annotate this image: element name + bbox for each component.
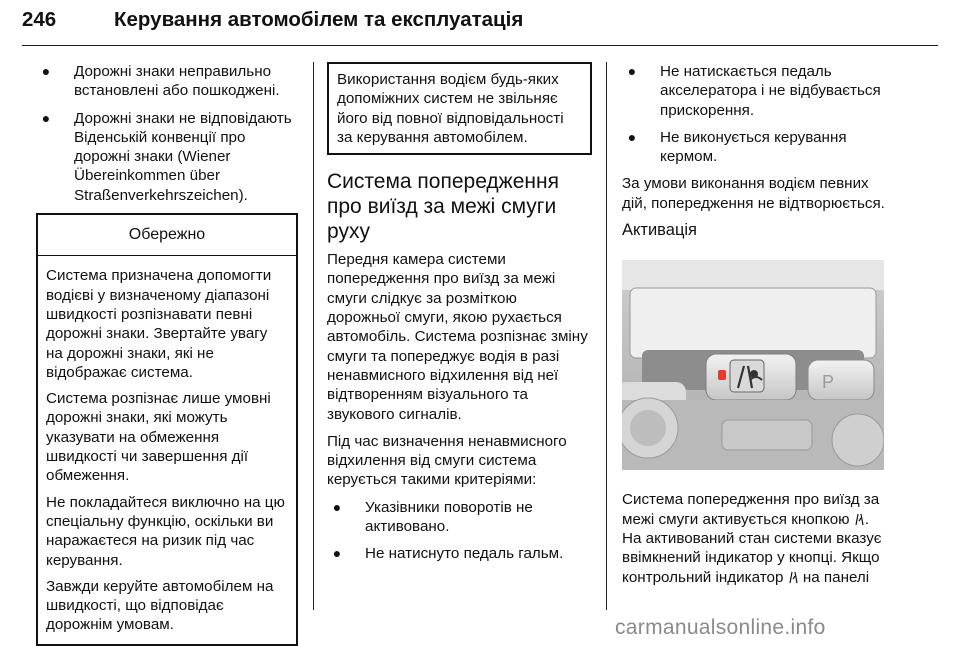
button-panel-photo xyxy=(622,260,884,470)
column-left xyxy=(36,62,298,646)
subheading: Активація xyxy=(622,221,697,240)
park-assist-label: P xyxy=(822,372,835,393)
column-middle xyxy=(327,62,592,572)
column-right xyxy=(622,62,887,587)
page-number: 246 xyxy=(22,8,57,31)
warning-paragraph: Система розпізнає лише умовні дорожні знаки, які можуть указувати на обмеження швидкості чи завершення дії обмеження. xyxy=(46,390,271,485)
warning-heading: Обережно xyxy=(38,215,296,256)
list-item: ● Указівники поворотів не активовано. xyxy=(327,498,592,537)
caption-paragraph: Система попередження про виїзд за межі смуги активується кнопкою . На активований стан системи вказує ввімкнений індикатор у кнопці. Якщо контрольний індикатор на панелі xyxy=(622,491,882,586)
lane-departure-icon xyxy=(854,513,865,526)
list-item: ● Дорожні знаки неправильно встановлені або пошкоджені. xyxy=(36,62,298,101)
bullet-icon: ● xyxy=(332,545,342,562)
body-paragraph: Передня камера системи попередження про виїзд за межі смуги слідкує за розміткою дорожньої смуги, якою рухається автомобіль. Система розпізнає зміну смуги та попереджує водія в разі ненавмисного відхилення від неї відтворенням візуального та звукового сигналів. xyxy=(327,251,588,423)
warning-paragraph: Завжди керуйте автомобілем на швидкості, що відповідає дорожнім умовам. xyxy=(46,577,274,634)
bullet-icon: ● xyxy=(41,63,51,79)
header-divider xyxy=(22,45,938,46)
warning-box xyxy=(36,213,298,646)
bullet-icon: ● xyxy=(627,63,637,79)
body-paragraph: Під час визначення ненавмисного відхилення від смуги система керується такими критеріями: xyxy=(327,432,567,489)
list-item: ● Не натиснуто педаль гальм. xyxy=(327,544,592,563)
column-divider xyxy=(606,62,607,610)
note-box: Використання водієм будь-яких допоміжних систем не звільняє його від повної відповідальності за керування автомобілем. xyxy=(327,62,592,155)
page-title: Керування автомобілем та експлуатація xyxy=(114,8,524,31)
warning-paragraph: Система призначена допомогти водієві у визначеному діапазоні швидкості розпізнавати певні дорожні знаки. Звертайте увагу на дорожні знаки, які не відображає система. xyxy=(46,267,272,381)
column-divider xyxy=(313,62,314,610)
section-title: Система попередження про виїзд за межі смуги руху xyxy=(327,170,559,244)
list-item: ● Не виконується керування кермом. xyxy=(622,128,887,167)
bullet-icon: ● xyxy=(627,128,637,145)
bullet-icon: ● xyxy=(41,109,51,126)
lane-departure-icon xyxy=(788,571,799,584)
page-header xyxy=(22,8,938,48)
body-paragraph: За умови виконання водієм певних дій, попередження не відтворюється. xyxy=(622,175,885,212)
bullet-icon: ● xyxy=(332,498,342,515)
watermark: carmanualsonline.info xyxy=(615,616,826,639)
list-item: ● Дорожні знаки не відповідають Віденській конвенції про дорожні знаки (Wiener Übereinkommen über Straßenverkehrszeichen). xyxy=(36,109,298,205)
warning-paragraph: Не покладайтеся виключно на цю спеціальну функцію, оскільки ви наражаєтеся на ризик під час керування. xyxy=(46,493,285,569)
list-item: ● Не натискається педаль акселератора і не відбувається прискорення. xyxy=(622,62,887,120)
